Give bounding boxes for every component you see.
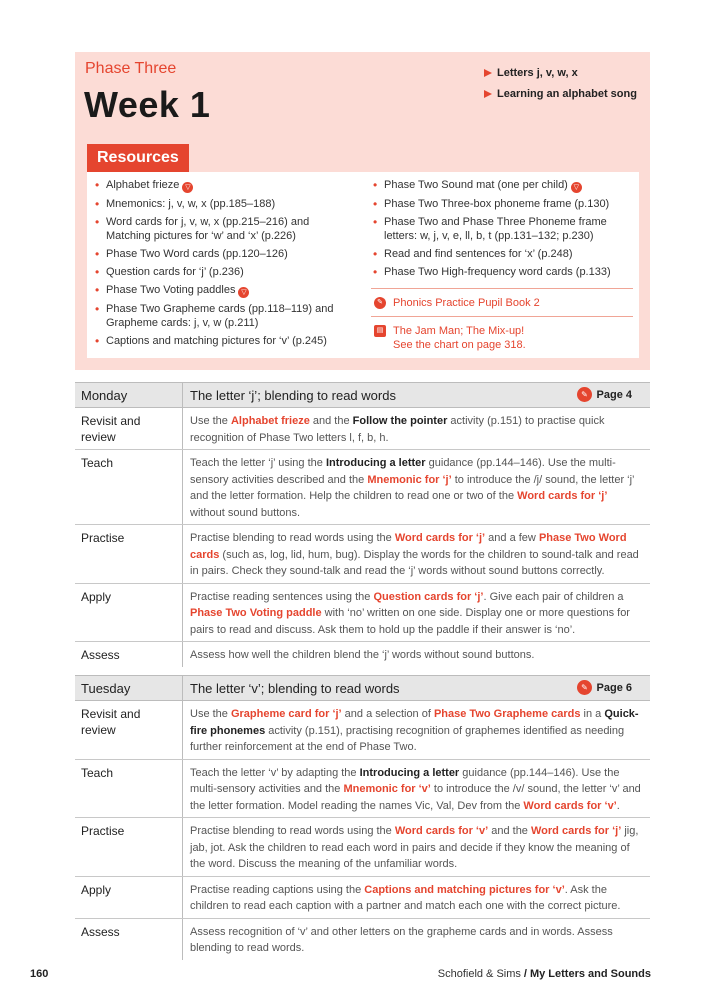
focus-item: Letters j, v, w, x [483, 67, 637, 79]
text-segment: and a few [485, 532, 539, 544]
resource-text: Phase Two Three-box phoneme frame (p.130) [384, 198, 610, 210]
row-label: Apply [81, 589, 112, 604]
session-day: Tuesday [81, 681, 131, 696]
resource-text: Alphabet frieze [106, 179, 180, 191]
table-row [75, 760, 650, 819]
row-text [190, 701, 650, 759]
resource-item [371, 197, 633, 211]
resource-item [93, 247, 348, 261]
row-text [190, 450, 650, 524]
text-segment: without sound buttons. [190, 506, 301, 519]
resource-text: Phase Two Voting paddles [106, 284, 236, 296]
resource-item [93, 302, 348, 330]
pupil-book-row [371, 296, 633, 310]
resource-text: Read and find sentences for ‘x’ (p.248) [384, 248, 573, 260]
row-label: Teach [81, 456, 114, 470]
text-segment: to introduce the /v/ sound, the letter ‘v’ and the letter formation. Model reading the names Vic, Val, Dev from the [190, 783, 641, 812]
page-reference: Page 4 [596, 389, 632, 401]
reading-books-row [371, 324, 633, 352]
resource-reference: Question cards for ‘j’ [373, 590, 484, 603]
session-rows [75, 701, 650, 960]
table-row [75, 525, 650, 584]
resource-text: Phase Two and Phase Three Phoneme frame letters: w, j, v, e, ll, b, t (pp.131–132; p.230) [384, 216, 607, 242]
resources-heading: Resources [87, 144, 189, 172]
phase-label: Phase Three [85, 60, 177, 77]
divider [182, 676, 183, 700]
divider [371, 288, 633, 289]
resource-text: Question cards for ‘j’ (p.236) [106, 266, 244, 278]
resource-item [93, 178, 348, 193]
book-icon: ▤ [374, 325, 386, 337]
row-label: Assess [81, 924, 120, 939]
page-reference: Page 6 [596, 682, 632, 694]
resource-reference: Word cards for ‘j’ [517, 490, 608, 502]
resource-reference: Mnemonic for ‘j’ [367, 473, 452, 486]
row-text [190, 525, 650, 583]
text-segment: . Give each pair of children a [483, 590, 624, 603]
table-row [75, 408, 650, 450]
resource-reference: Mnemonic for ‘v’ [343, 783, 431, 795]
session-header [75, 382, 650, 408]
text-segment: jig, jab, jot. Ask the children to read each word in pairs and decide if they know the meaning of the word. Discuss the meaning of the unfamiliar words. [190, 825, 639, 870]
resource-reference: Phase Two Voting paddle [190, 607, 322, 619]
resource-item [93, 197, 348, 211]
table-row [75, 450, 650, 525]
resource-reference: Grapheme card for ‘j’ [230, 708, 342, 720]
text-segment: Teach the letter ‘v’ by adapting the [190, 766, 360, 779]
table-row [75, 642, 650, 667]
resource-reference: Phase Two Word cards [190, 532, 627, 561]
text-segment: Use the [190, 708, 231, 720]
text-segment: activity (p.151), practising recognition of graphemes identified as needing further reinforcement at the end of Phase Two. [190, 724, 625, 753]
resource-reference: Word cards for ‘v’ [523, 799, 617, 812]
row-text [190, 760, 650, 818]
resource-text: Mnemonics: j, v, w, x (pp.185–188) [106, 198, 276, 210]
resources-right-list [371, 178, 633, 283]
focus-list [483, 67, 637, 109]
session-tuesday [75, 675, 650, 960]
resource-item [371, 265, 633, 279]
resource-item [371, 215, 633, 243]
chart-reference-text: See the chart on page 318. [393, 339, 526, 351]
text-segment: Teach the letter ‘j’ using the [190, 457, 326, 469]
resource-item [93, 334, 348, 348]
week-title: Week 1 [84, 84, 211, 125]
table-row [75, 584, 650, 643]
text-segment: Practise reading captions using the [190, 883, 365, 896]
resource-text: Phase Two Word cards (pp.120–126) [106, 248, 288, 260]
resource-reference: Captions and matching pictures for ‘v’ [364, 883, 565, 896]
text-segment: guidance (pp.144–146). Use the multi-sensory activities described and the [190, 457, 616, 486]
row-label: Practise [81, 531, 125, 545]
pencil-icon: ✎ [577, 680, 592, 695]
text-segment: Assess how well the children blend the ‘j’ words without sound buttons. [190, 649, 535, 661]
publisher-name: Schofield & Sims [437, 968, 521, 980]
table-row [75, 919, 650, 960]
text-segment: Practise blending to read words using the [190, 532, 395, 544]
session-title: The letter ‘j’; blending to read words [190, 388, 396, 403]
text-segment: guidance (pp.144–146). Use the multi-sensory activities and the [190, 766, 620, 795]
download-icon: ▽ [182, 182, 193, 193]
resources-box [87, 172, 639, 358]
row-text [190, 919, 650, 960]
row-text [190, 642, 650, 667]
series-title: My Letters and Sounds [529, 968, 651, 980]
resource-item [93, 265, 348, 279]
text-segment: and a selection of [341, 708, 434, 720]
text-segment: Practise reading sentences using the [190, 590, 374, 603]
resource-item [371, 247, 633, 261]
table-row [75, 877, 650, 919]
text-segment: Practise blending to read words using the [190, 825, 395, 837]
resource-reference: Word cards for ‘j’ [394, 532, 486, 544]
pencil-icon: ✎ [374, 297, 386, 309]
session-day: Monday [81, 388, 128, 403]
resource-text: Phase Two Sound mat (one per child) [384, 179, 568, 191]
resource-reference: Introducing a letter [325, 457, 426, 469]
text-segment: (such as, log, lid, hum, bug). Display the words for the children to sound-talk and read in pairs. Check they sound-talk and read the ‘j’ words without sound buttons correctly. [190, 548, 639, 577]
resource-item [93, 283, 348, 298]
session-title: The letter ‘v’; blending to read words [190, 681, 400, 696]
resource-reference: Quick-fire phonemes [190, 708, 639, 737]
week-header-panel [75, 52, 650, 370]
row-text [190, 584, 650, 642]
pupil-book-text: Phonics Practice Pupil Book 2 [393, 297, 540, 309]
session-rows [75, 408, 650, 667]
resources-left-list [93, 178, 348, 352]
resource-reference: Word cards for ‘j’ [531, 825, 622, 837]
resource-text: Captions and matching pictures for ‘v’ (p.245) [106, 335, 327, 347]
pencil-icon: ✎ [577, 387, 592, 402]
text-segment: in a [580, 708, 605, 720]
download-icon: ▽ [571, 182, 582, 193]
resource-reference: Phase Two Grapheme cards [433, 708, 581, 720]
reading-books-text: The Jam Man; The Mix-up! [393, 325, 525, 337]
row-text [190, 818, 650, 876]
resource-item [93, 215, 348, 243]
text-segment: . Ask the children to read each caption with a partner and match each one with the correct picture. [190, 883, 621, 912]
focus-item: Learning an alphabet song [483, 88, 637, 100]
row-label: Practise [81, 824, 125, 838]
row-label: Teach [81, 765, 114, 780]
row-text [190, 877, 650, 918]
text-segment: Use the [190, 415, 231, 427]
divider [182, 383, 183, 407]
text-segment: and the [309, 415, 353, 427]
divider [371, 316, 633, 317]
row-label: Assess [81, 648, 120, 662]
resource-reference: Introducing a letter [359, 766, 460, 779]
footer-separator: / [523, 968, 527, 980]
row-text [190, 408, 650, 449]
text-segment: . [616, 799, 620, 812]
resource-text: Word cards for j, v, w, x (pp.215–216) and Matching pictures for ‘w’ and ‘x’ (p.226) [106, 216, 310, 242]
resource-text: Phase Two Grapheme cards (pp.118–119) and Grapheme cards: j, v, w (p.211) [106, 303, 334, 329]
resource-reference: Word cards for ‘v’ [394, 825, 489, 837]
resource-reference: Follow the pointer [352, 415, 448, 427]
resource-text: Phase Two High-frequency word cards (p.133) [384, 266, 611, 278]
text-segment: Assess recognition of ‘v’ and other letters on the grapheme cards and in words. Assess blending to read words. [190, 925, 613, 954]
text-segment: with ‘no’ written on one side. Display one or more questions for pairs to read and discuss. Ask them to hold up the paddle if their answer is ‘no’. [190, 607, 630, 636]
session-monday [75, 382, 650, 667]
table-row [75, 818, 650, 877]
text-segment: to introduce the /j/ sound, the letter ‘j’ and the letter formation. Help the children to read one or two of the [190, 473, 635, 502]
page-number: 160 [30, 968, 49, 980]
resource-item [371, 178, 633, 193]
text-segment: activity (p.151) to practise quick recognition of Phase Two letters l, f, b, h. [190, 415, 605, 444]
text-segment: and the [488, 825, 531, 837]
download-icon: ▽ [238, 287, 249, 298]
row-label: Revisit and review [81, 414, 141, 444]
row-label: Apply [81, 882, 112, 897]
table-row [75, 701, 650, 760]
resource-reference: Alphabet frieze [230, 415, 310, 427]
session-header [75, 675, 650, 701]
row-label: Revisit and review [81, 707, 141, 737]
footer-credit [438, 968, 651, 980]
